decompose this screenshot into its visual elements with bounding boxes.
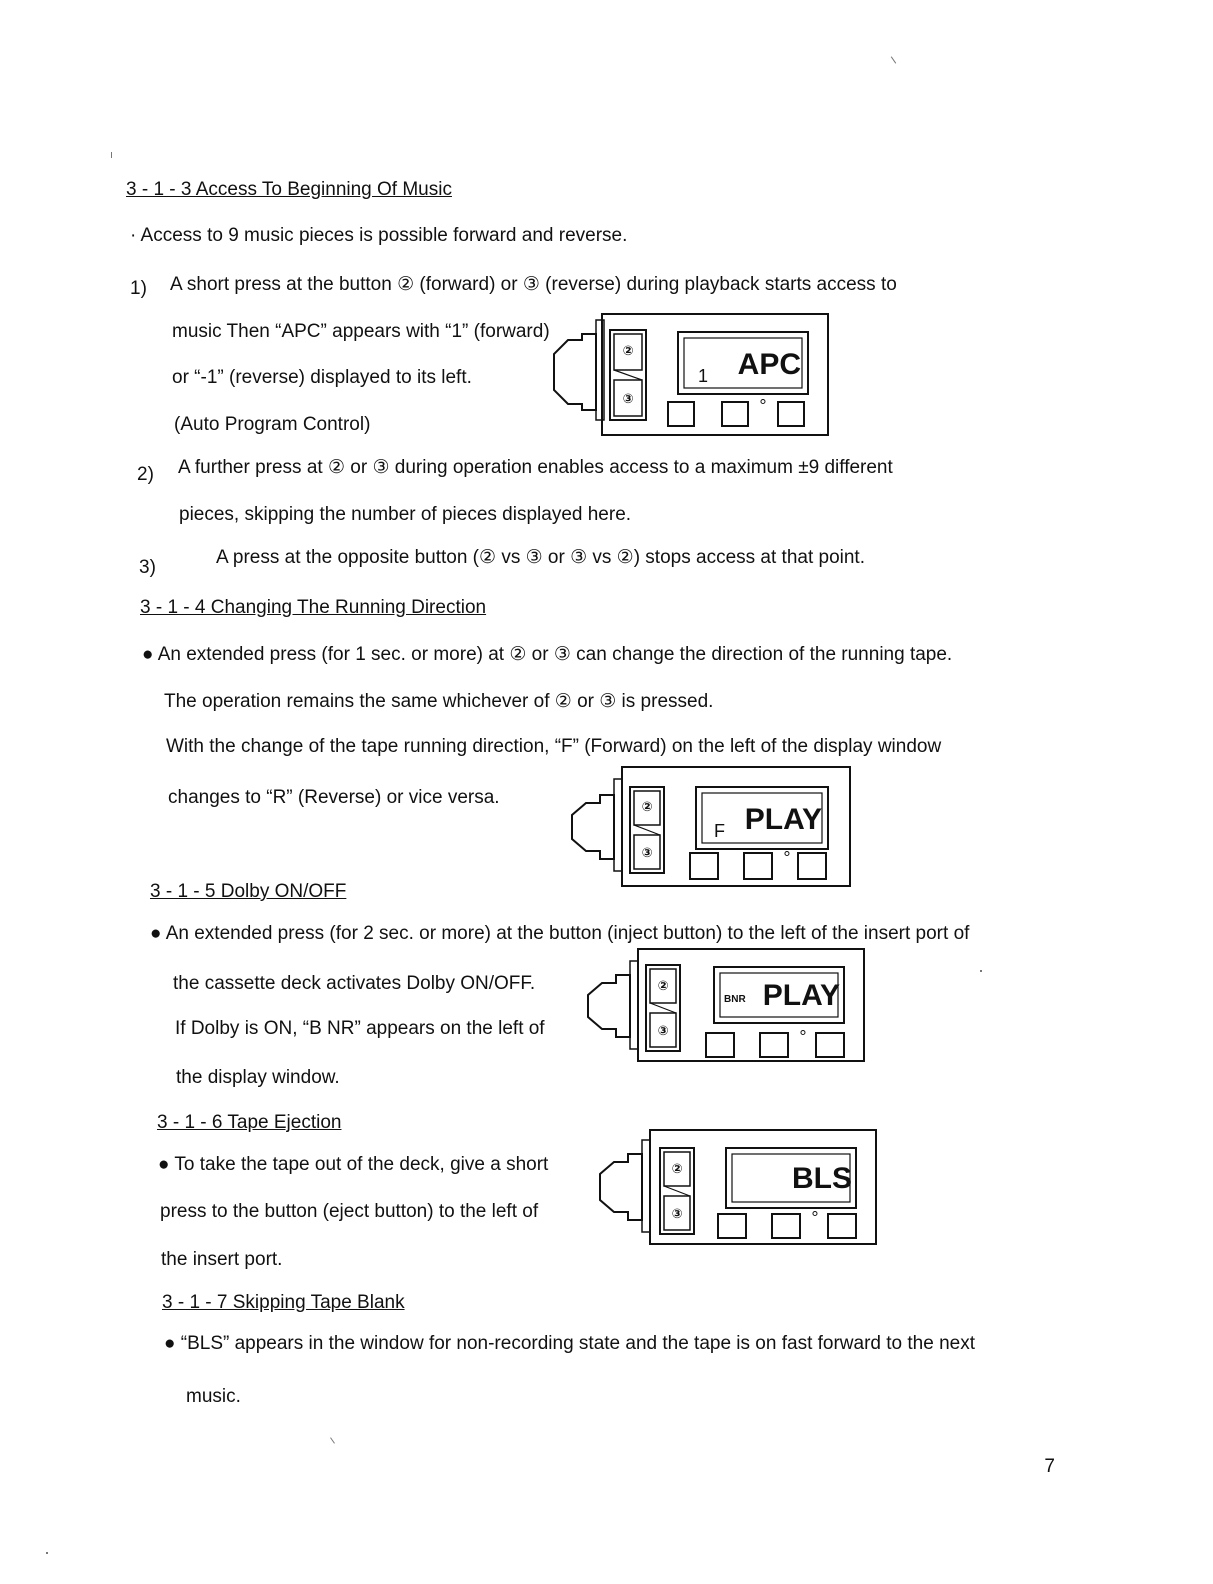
section-heading-3-1-7: 3 - 1 - 7 Skipping Tape Blank: [162, 1292, 405, 1313]
section-3-1-4-line-4: changes to “R” (Reverse) or vice versa.: [168, 787, 500, 808]
item-2-text-line-1: A further press at ② or ③ during operation enables access to a maximum ±9 different: [178, 457, 893, 478]
section-3-1-6-line-2: press to the button (eject button) to the left of: [160, 1201, 539, 1222]
scan-speck: [980, 970, 982, 972]
section-heading-3-1-4: 3 - 1 - 4 Changing The Running Direction: [140, 597, 487, 618]
item-2-text-line-2: pieces, skipping the number of pieces displayed here.: [179, 504, 632, 525]
deck-display-play-forward-figure: [566, 765, 852, 891]
deck-button-2-icon: ②: [657, 979, 669, 994]
display-prefix: F: [714, 821, 725, 841]
scan-speck: [891, 56, 896, 63]
deck-button-2-icon: ②: [622, 344, 634, 359]
deck-button-2-icon: ②: [671, 1162, 683, 1177]
section-3-1-5-line-4: the display window.: [176, 1067, 340, 1088]
section-3-1-7-line-2: music.: [186, 1386, 241, 1407]
section-3-1-5-line-1: ● An extended press (for 2 sec. or more) at the button (inject button) to the left of the insert port of: [150, 923, 970, 944]
section-3-1-5-line-3: If Dolby is ON, “B NR” appears on the left of: [175, 1018, 545, 1039]
indicator-dot-icon: °: [759, 396, 767, 416]
item-1-text-line-1: A short press at the button ② (forward) or ③ (reverse) during playback starts access to: [170, 274, 897, 295]
display-main-text: PLAY: [744, 803, 822, 836]
section-3-1-4-line-3: With the change of the tape running direction, “F” (Forward) on the left of the display window: [166, 736, 942, 757]
deck-button-3-icon: ③: [641, 846, 653, 861]
deck-button-3-icon: ③: [622, 392, 634, 407]
item-3-text-line-1: A press at the opposite button (② vs ③ or ③ vs ②) stops access at that point.: [216, 547, 865, 568]
section-intro-3-1-3: · Access to 9 music pieces is possible forward and reverse.: [130, 225, 628, 246]
item-1-text-line-3: or “-1” (reverse) displayed to its left.: [172, 367, 472, 388]
item-number-1: 1): [130, 278, 147, 299]
deck-display-apc-figure: [548, 312, 830, 438]
display-main-text: APC: [737, 348, 801, 381]
section-3-1-5-line-2: the cassette deck activates Dolby ON/OFF.: [173, 973, 536, 994]
display-main-text: PLAY: [762, 979, 840, 1012]
item-1-text-line-4: (Auto Program Control): [174, 414, 371, 435]
scan-speck: [46, 1552, 48, 1554]
section-heading-3-1-3: 3 - 1 - 3 Access To Beginning Of Music: [126, 179, 452, 200]
display-prefix: BNR: [724, 994, 746, 1005]
deck-button-2-icon: ②: [641, 800, 653, 815]
section-heading-3-1-6: 3 - 1 - 6 Tape Ejection: [157, 1112, 342, 1133]
scan-speck: [111, 152, 112, 158]
display-main-text: BLS: [792, 1162, 852, 1195]
deck-button-3-icon: ③: [671, 1207, 683, 1222]
deck-display-play-dolby-figure: [582, 947, 866, 1065]
section-3-1-7-line-1: ● “BLS” appears in the window for non-recording state and the tape is on fast forward to the next: [164, 1333, 975, 1354]
item-number-3: 3): [139, 557, 156, 578]
deck-button-3-icon: ③: [657, 1024, 669, 1039]
indicator-dot-icon: °: [811, 1208, 819, 1228]
section-3-1-4-line-2: The operation remains the same whichever of ② or ③ is pressed.: [164, 691, 714, 712]
item-number-2: 2): [137, 464, 154, 485]
display-prefix: 1: [698, 366, 709, 386]
item-1-text-line-2: music Then “APC” appears with “1” (forward): [172, 321, 550, 342]
deck-display-bls-figure: [594, 1128, 878, 1248]
section-3-1-6-line-3: the insert port.: [161, 1249, 283, 1270]
section-3-1-4-line-1: ● An extended press (for 1 sec. or more) at ② or ③ can change the direction of the running tape.: [142, 644, 953, 665]
indicator-dot-icon: °: [799, 1027, 807, 1047]
scan-speck: [330, 1437, 335, 1443]
section-heading-3-1-5: 3 - 1 - 5 Dolby ON/OFF: [150, 881, 347, 902]
section-3-1-6-line-1: ● To take the tape out of the deck, give a short: [158, 1154, 549, 1175]
page-number: 7: [1044, 1456, 1055, 1477]
indicator-dot-icon: °: [783, 848, 791, 868]
